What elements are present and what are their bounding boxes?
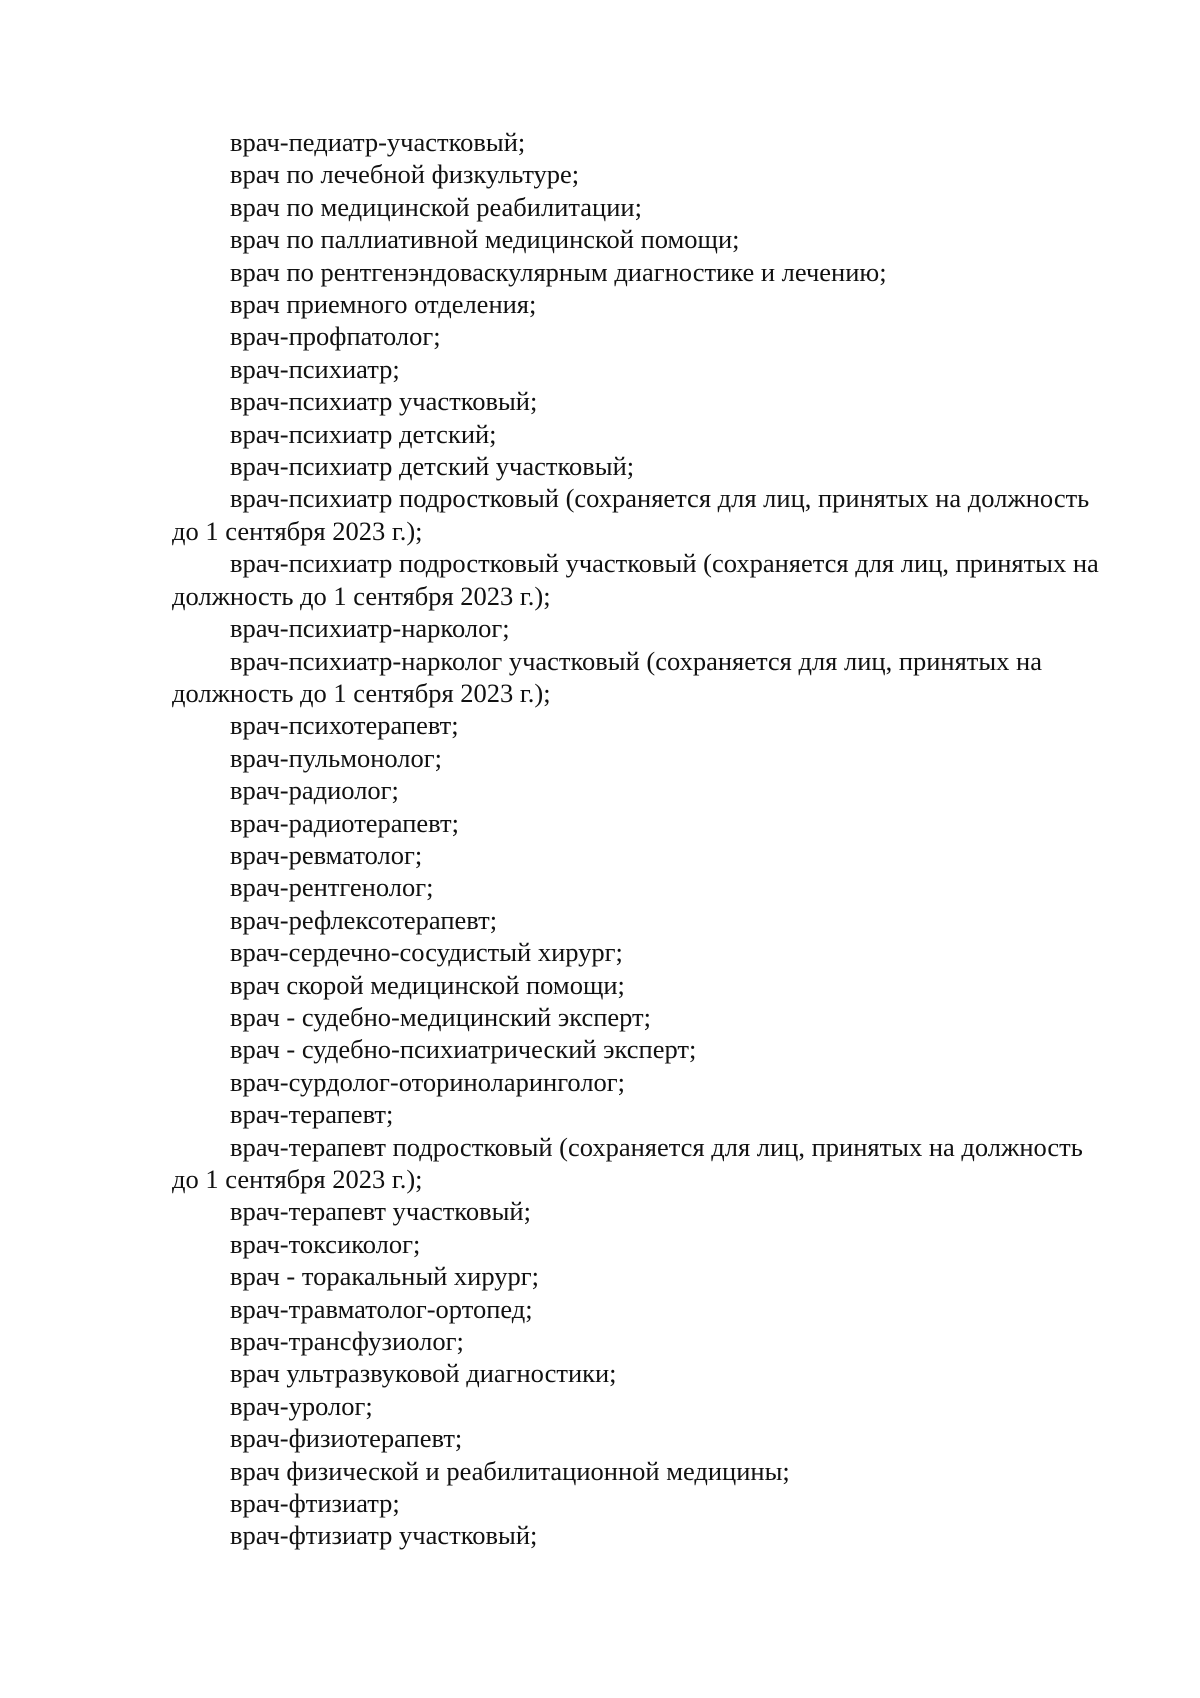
list-item: врач-психиатр подростковый (сохраняется для лиц, принятых на должность до 1 сентября 2023 г.);	[172, 483, 1090, 546]
list-item: врач по паллиативной медицинской помощи;	[230, 224, 740, 255]
list-item: врач-профпатолог;	[230, 321, 441, 352]
list-item: врач-трансфузиолог;	[230, 1326, 464, 1357]
list-item: врач-уролог;	[230, 1390, 373, 1421]
list-item: врач скорой медицинской помощи;	[230, 969, 625, 1000]
list-item: врач-рентгенолог;	[230, 872, 434, 903]
list-item: врач-терапевт участковый;	[230, 1196, 531, 1227]
list-item: врач-физиотерапевт;	[230, 1423, 463, 1454]
list-item: врач-сердечно-сосудистый хирург;	[230, 937, 623, 968]
list-item: врач-терапевт;	[230, 1099, 394, 1130]
list-item: врач - судебно-медицинский эксперт;	[230, 1001, 651, 1032]
list-item: врач-сурдолог-оториноларинголог;	[230, 1066, 626, 1097]
list-item: врач-радиолог;	[230, 775, 399, 806]
list-item: врач-травматолог-ортопед;	[230, 1293, 533, 1324]
list-item: врач-психиатр-нарколог;	[230, 613, 510, 644]
list-item: врач-психиатр подростковый участковый (сохраняется для лиц, принятых на должность до 1 сентября 2023 г.);	[172, 548, 1099, 611]
list-item: врач-педиатр-участковый;	[230, 127, 526, 157]
list-item: врач по медицинской реабилитации;	[230, 191, 642, 222]
list-item: врач - торакальный хирург;	[230, 1261, 539, 1292]
list-item: врач-психотерапевт;	[230, 710, 459, 741]
list-item: врач ультразвуковой диагностики;	[230, 1358, 617, 1389]
list-item: врач-радиотерапевт;	[230, 807, 459, 838]
list-item: врач-ревматолог;	[230, 839, 423, 870]
list-item: врач-фтизиатр;	[230, 1488, 400, 1519]
list-item: врач-психиатр детский;	[230, 418, 497, 449]
list-item: врач-рефлексотерапевт;	[230, 904, 498, 935]
list-item: врач-терапевт подростковый (сохраняется для лиц, принятых на должность до 1 сентября 2023 г.);	[172, 1131, 1083, 1194]
list-item: врач-пульмонолог;	[230, 742, 442, 773]
list-item: врач по лечебной физкультуре;	[230, 159, 580, 190]
list-item: врач-психиатр-нарколог участковый (сохраняется для лиц, принятых на должность до 1 сентября 2023 г.);	[172, 645, 1043, 708]
list-item: врач по рентгенэндоваскулярным диагностике и лечению;	[230, 256, 887, 287]
list-item: врач физической и реабилитационной медицины;	[230, 1455, 790, 1486]
list-item: врач-психиатр детский участковый;	[230, 451, 635, 482]
list-item: врач-психиатр участковый;	[230, 386, 538, 417]
list-item: врач приемного отделения;	[230, 289, 537, 320]
list-item: врач-токсиколог;	[230, 1228, 421, 1259]
list-item: врач-психиатр;	[230, 353, 400, 384]
list-item: врач - судебно-психиатрический эксперт;	[230, 1034, 697, 1065]
position-list	[172, 126, 1112, 1552]
list-item: врач-фтизиатр участковый;	[230, 1520, 538, 1551]
